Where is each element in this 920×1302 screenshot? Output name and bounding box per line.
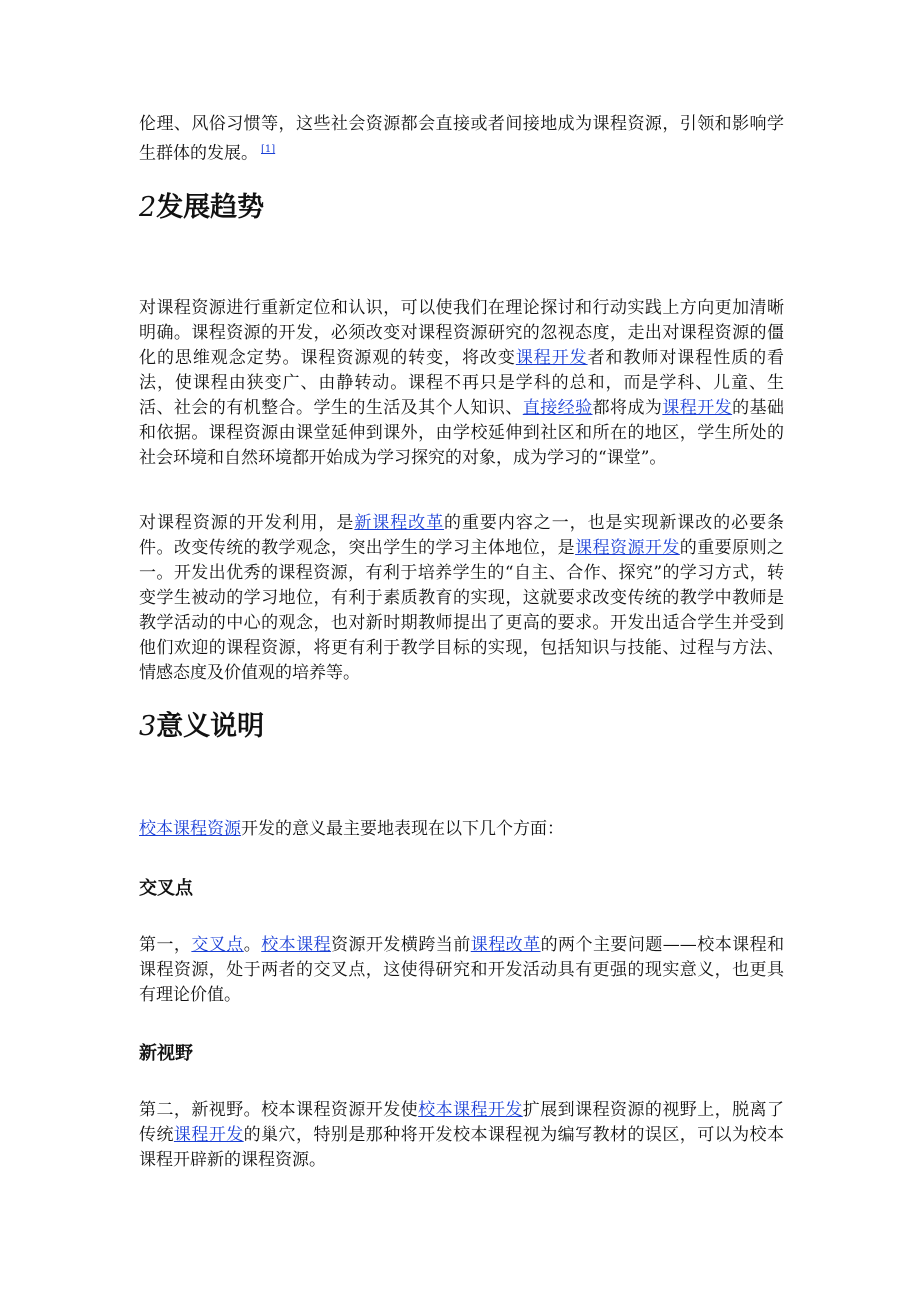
- body-paragraph: [139, 511, 784, 686]
- paragraph-text: 的基础和依据。课程资源由课堂延伸到课外，由学校延伸到社区和所在的地区，学生所处的社会环境和自然环境都开始成为学习探究的对象，成为学习的“课堂”。: [139, 398, 785, 468]
- subheading-new-vision: 新视野: [139, 1043, 193, 1064]
- paragraph-text: 。: [243, 935, 262, 955]
- paragraph-text: 开发的意义最主要地表现在以下几个方面：: [241, 819, 564, 839]
- link-intersection[interactable]: 交叉点: [191, 935, 244, 955]
- paragraph-text: 资源开发横跨当前: [331, 935, 471, 955]
- body-paragraph: [139, 933, 784, 1008]
- link-school-curriculum-resource[interactable]: 校本课程资源: [139, 819, 241, 839]
- section-title: 意义说明: [156, 711, 265, 742]
- subheading-intersection: 交叉点: [139, 878, 193, 899]
- paragraph-text: 扩展到课程资源的视野上，脱离了传统: [139, 1100, 785, 1145]
- paragraph-text: 的重要内容之一，也是实现新课改的必要条件。改变传统的教学观念，突出学生的学习主体地位，是: [139, 513, 785, 558]
- section-heading-2: [139, 188, 784, 228]
- link-new-curriculum-reform[interactable]: 新课程改革: [354, 513, 445, 533]
- paragraph-text: 第一，: [139, 935, 192, 955]
- paragraph-text: 的重要原则之一。开发出优秀的课程资源，有利于培养学生的“自主、合作、探究”的学习方式，转变学生被动的学习地位，有利于素质教育的实现，这就要求改变传统的教学中教师是教学活动的中心的观念，也对新时期教师提出了更高的要求。开发出适合学生并受到他们欢迎的课程资源，将更有利于教学目标的实现，包括知识与技能、过程与方法、情感态度及价值观的培养等。: [139, 538, 785, 683]
- paragraph-text: 第二，新视野。校本课程资源开发使: [139, 1100, 419, 1120]
- paragraph-text: 对课程资源的开发利用，是: [139, 513, 355, 533]
- link-curriculum-reform[interactable]: 课程改革: [470, 935, 541, 955]
- link-curriculum-resource-development[interactable]: 课程资源开发: [575, 538, 680, 558]
- link-school-curriculum-development[interactable]: 校本课程开发: [418, 1100, 523, 1120]
- section-heading-3: [139, 707, 784, 747]
- intro-text: 伦理、风俗习惯等，这些社会资源都会直接或者间接地成为课程资源，引领和影响学生群体的发展。: [139, 114, 784, 164]
- link-curriculum-development[interactable]: 课程开发: [662, 398, 733, 418]
- section-number: 3: [139, 711, 157, 742]
- section-title: 发展趋势: [156, 192, 265, 223]
- section-number: 2: [139, 192, 157, 223]
- body-paragraph: [139, 296, 784, 471]
- link-school-curriculum[interactable]: 校本课程: [261, 935, 332, 955]
- paragraph-text: 都将成为: [592, 398, 663, 418]
- paragraph-text: 者和教师对课程性质的看法，使课程由狭变广、由静转动。课程不再只是学科的总和，而是学科、儿童、生活、社会的有机整合。学生的生活及其个人知识、: [139, 348, 785, 418]
- body-paragraph: [139, 1098, 784, 1173]
- paragraph-text: 的两个主要问题——校本课程和课程资源，处于两者的交叉点，这使得研究和开发活动具有更强的现实意义，也更具有理论价值。: [139, 935, 785, 1005]
- paragraph-text: 的巢穴，特别是那种将开发校本课程视为编写教材的误区，可以为校本课程开辟新的课程资源。: [139, 1125, 785, 1170]
- link-curriculum-development[interactable]: 课程开发: [173, 1125, 244, 1145]
- body-paragraph: [139, 817, 784, 842]
- citation-link[interactable]: [1]: [261, 144, 276, 155]
- link-direct-experience[interactable]: 直接经验: [522, 398, 593, 418]
- intro-paragraph: [139, 112, 784, 167]
- paragraph-text: 对课程资源进行重新定位和认识，可以使我们在理论探讨和行动实践上方向更加清晰明确。课程资源的开发，必须改变对课程资源研究的忽视态度，走出对课程资源的僵化的思维观念定势。课程资源观的转变，将改变: [139, 298, 784, 368]
- link-curriculum-development[interactable]: 课程开发: [515, 348, 588, 368]
